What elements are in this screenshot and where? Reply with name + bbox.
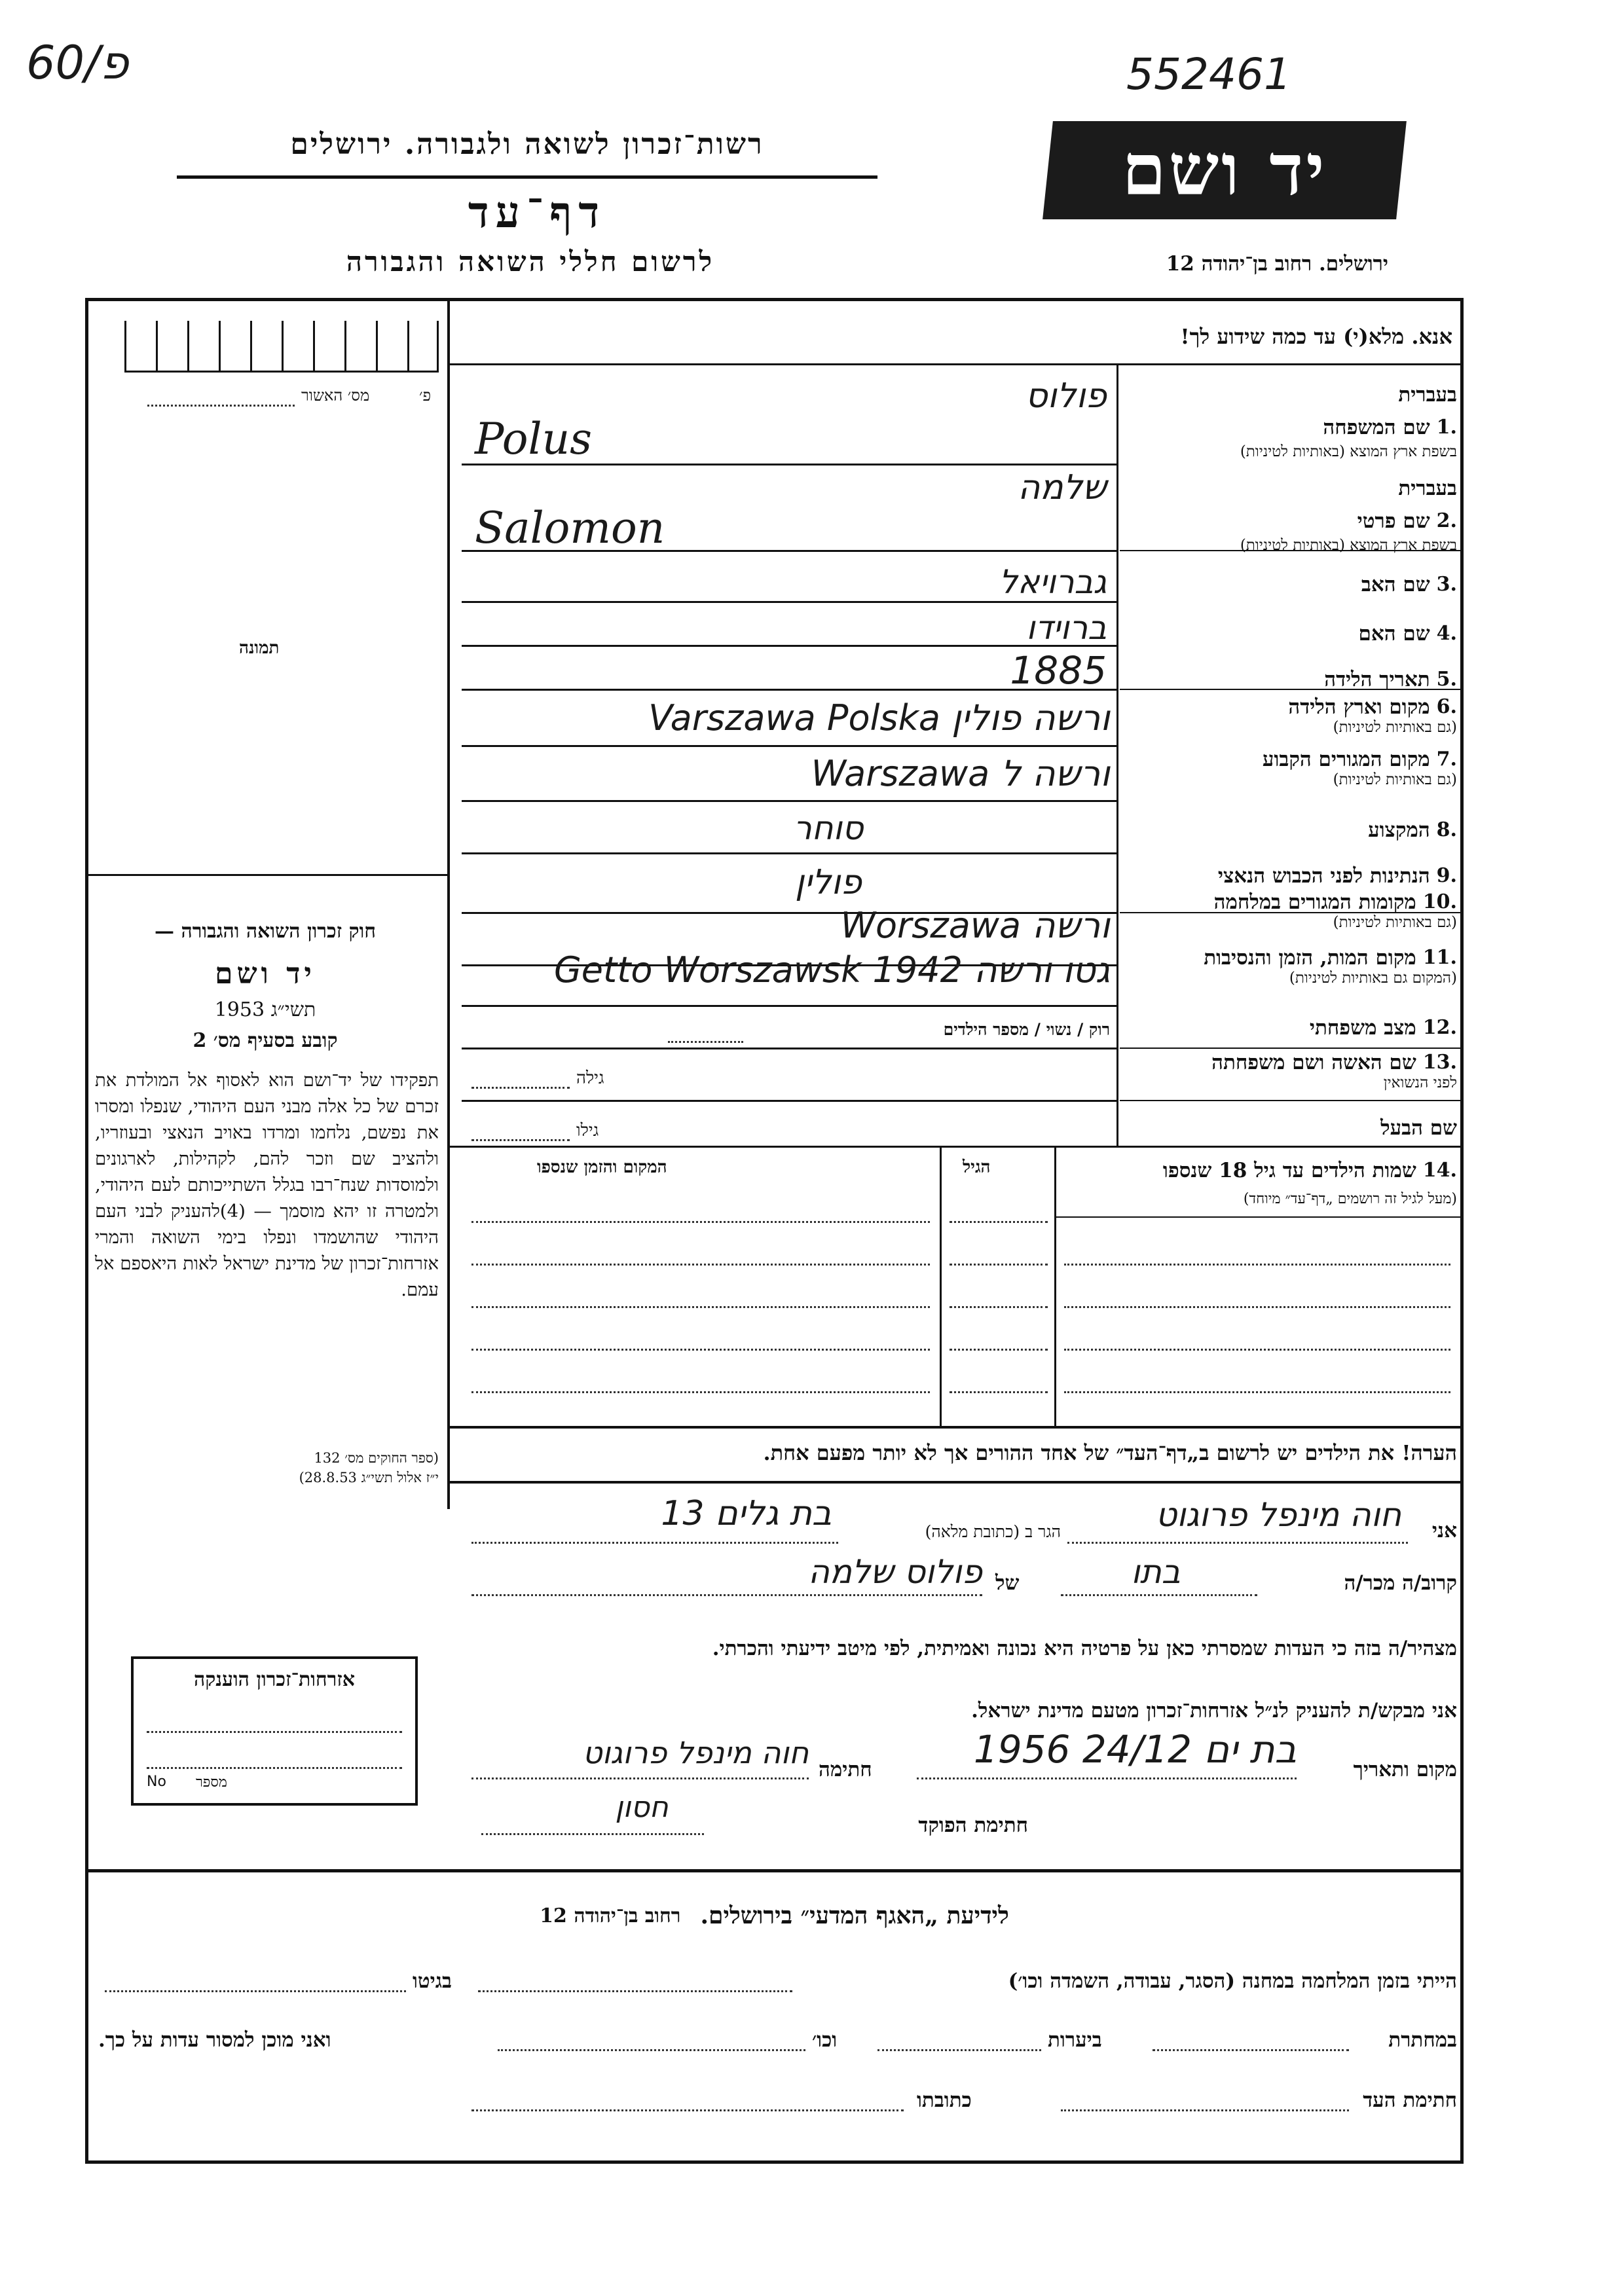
field-label-7: מקום המגורים הקבוע [1262,748,1430,771]
field-number-3: 3. [1436,573,1457,596]
footer-address: רחוב בן־יהודה 12 [540,1904,681,1927]
field-father-name [1361,573,1457,596]
field-first-name [1116,477,1457,554]
field-label-13: שם האשה ושם משפחתה [1211,1051,1416,1074]
citizenship-request: אני מבקש/ת להעניק לנ״ל אזרחות־זכרון מטעם מדינת ישראל. [971,1699,1457,1722]
wife-age-label: גילה [576,1068,604,1088]
field-sub-1: בשפת ארץ המוצא (באותיות לטיניות) [1240,443,1457,460]
field-number-2: 2. [1436,509,1457,532]
value-residence: ורשה ל Warszawa [811,753,1110,794]
children-title: שמות הילדים עד גיל 18 שנספו [1162,1159,1416,1182]
of-label: של [995,1571,1020,1595]
field-birth-date [1324,668,1457,691]
value-mother-name: ברוידו [1026,609,1107,647]
authority-name: רשות־זכרון לשואה ולגבורה. ירושלים [290,128,764,161]
field-family-name [1116,383,1457,460]
logo-text: יד ושם [1122,129,1327,211]
field-label-6: מקום וארץ הלידה [1288,695,1430,719]
value-occupation: סוחר [793,809,864,847]
yad-vashem-logo [1043,121,1407,219]
children-title-row [1163,1159,1457,1182]
field-number-4: 4. [1436,622,1457,645]
subject-name: פולוס שלמה [808,1553,982,1591]
resides-label: הגר ב (כתובת מלאה) [925,1522,1061,1541]
value-death-details: גטו ורשה 1942 Getto Worszawsk [553,949,1110,991]
value-family-name-latin: Polus [475,414,592,464]
etc-label: וכו׳ [812,2028,838,2052]
lang-hebrew-2: בעברית [1398,477,1457,500]
signature-label: חתימה [819,1758,872,1781]
instruction-text: אנא. מלא(י) עד כמה שידוע לך! [1180,324,1452,349]
footer-title-row [85,1902,1464,1929]
ghetto-label: בגיטו [413,1969,452,1993]
value-family-name-he: פולוס [1025,376,1107,416]
field-label-8: המקצוע [1368,818,1430,842]
field-wartime-residence [1116,890,1457,931]
camp-question: הייתי בזמן המלחמה במחנה (הסגר, עבודה, השמדה וכו׳) [1008,1969,1457,1993]
place-date-label: מקום ותאריך [1353,1758,1457,1781]
field-label-4: שם האם [1358,622,1430,646]
value-father-name: גברויאל [999,563,1107,601]
value-first-name-latin: Salomon [475,503,665,553]
footer-title: לידיעת „האגף המדעי״ בירושלים. [700,1902,1009,1929]
field-residence [1116,748,1457,788]
law-heading: חוק זכרון השואה והגבורה — [155,920,376,943]
record-number: 552461 [1126,49,1291,100]
archive-mark: 60/פ [26,36,129,90]
children-col-age: הגיל [963,1157,991,1177]
relation-label: קרוב/ה מכר/ה [1344,1571,1457,1595]
field-label-2: שם פרטי [1357,509,1430,533]
witness-signature-label: חתימת העד [1363,2088,1457,2112]
citizenship-box [131,1656,418,1806]
law-ref-2: י״ז אלול תשי״ג 28.8.53) [299,1470,439,1485]
law-name: יד ושם [215,957,316,991]
citizenship-number-symbol: No [147,1774,166,1790]
value-first-name-he: שלמה [1018,468,1107,507]
field-label-12: מצב משפחתי [1309,1016,1416,1040]
value-birth-date: 1885 [1010,648,1107,693]
field-husband-name: שם הבעל [1380,1116,1457,1140]
form-subtitle: לרשום חללי השואה והגבורה [346,246,715,278]
place-date-value: בת ים 24/12 1956 [973,1727,1297,1772]
ready-to-testify: ואני מוכן למסור עדות על כך. [98,2028,331,2052]
citizenship-number-label: מספר [196,1774,227,1791]
field-number-5: 5. [1436,668,1457,691]
field-nationality [1218,864,1457,888]
field-sub-10: (גם באותיות לטיניות) [1333,914,1457,931]
field-sub-6: (גם באותיות לטיניות) [1333,719,1457,736]
form-title: דף־עד [468,187,606,238]
witness-address-label: כתובתו [917,2088,972,2112]
field-marital-status [1310,1016,1457,1040]
underground-label: במחתרת [1388,2028,1457,2052]
value-birth-place: ורשה פולין Varszawa Polska [648,697,1110,738]
law-ref-1: (ספר החוקים מס׳ 132 [314,1450,439,1466]
photo-label: תמונה [239,638,280,658]
value-nationality: פולין [795,863,862,902]
field-wife-name [1116,1051,1457,1091]
field-label-3: שם האב [1361,573,1430,596]
relation-value: בתו [1131,1553,1181,1591]
husband-age-label: גילו [576,1121,599,1140]
field-death-details [1116,946,1457,987]
header-address: ירושלים. רחוב בן־יהודה 12 [1166,252,1388,276]
field-mother-name [1359,622,1458,646]
field-label-11: מקום המות, הזמן והנסיבות [1204,946,1416,970]
declarant-label: אני [1431,1519,1457,1542]
field-occupation [1368,818,1457,842]
field-number-1: 1. [1436,416,1457,439]
field-number-10: 10. [1422,890,1457,913]
officer-signature-label: חתימת הפוקד [918,1813,1028,1837]
citizenship-box-title: אזרחות־זכרון הוענקה [193,1668,356,1691]
field-label-9: הנתינות לפני הכבוש הנאצי [1217,864,1430,888]
value-wartime-residence: ורשה Worszawa [840,905,1110,946]
forests-label: ביערות [1048,2028,1102,2052]
field-birth-place [1116,695,1457,736]
field-label-10: מקומות המגורים במלחמה [1213,890,1416,914]
field-sub-11: (המקום גם באותיות לטיניות) [1289,970,1457,987]
approval-barcode-box [124,321,439,373]
approval-prefix: פ׳ [419,386,432,405]
declarant-name: חוה מינפל פרוגוט [1155,1496,1401,1534]
field-number-9: 9. [1436,864,1457,887]
declaration-statement: מצהיר/ה בזה כי העדות שמסרתי כאן על פרטיה היא נכונה ואמיתית, לפי מיטב ידיעתי והכרתי. [712,1637,1457,1660]
officer-signature: חסון [615,1791,669,1824]
field-label-1: שם המשפחה [1323,416,1430,439]
field-sub-7: (גם באותיות לטיניות) [1333,771,1457,788]
declarant-signature: חוה מינפל פרוגוט [582,1735,809,1770]
law-section: קובע בסעיף מס׳ 2 [193,1029,338,1052]
marital-options: רוק / נשוי / מספר הילדים [943,1020,1110,1039]
law-text: תפקידו של יד־ושם הוא לאסוף אל המולדת את זכרם של כל אלה מבני העם היהודי, שנפלו ומסרו את נפשם, נלחמו ומרדו באויב הנאצי ובעוזריו, ולהציב שם וזכר להם, לקהילות, לארגונים ולמוסדות שנח־רבו בגלל השתייכותם לעם היהודי, ולמטרה זו יהא מוסמך — (4)להעניק לבני העם היהודי שהושמדו ונפלו בימי השואה והמרי אזרחות־זכרון של מדינת ישראל לאות היאספם אל עמם. [95,1070,439,1300]
declarant-address: בת גלים 13 [661,1494,832,1533]
children-col-place: המקום והזמן שנספו [537,1157,667,1177]
field-number-8: 8. [1436,818,1457,841]
field-number-12: 12. [1422,1016,1457,1039]
remark-text: הערה! את הילדים יש לרשום ב„דף־העד״ של אחד ההורים אך לא יותר מפעם אחת. [763,1440,1457,1465]
approval-no-label: מס׳ האשור [301,386,370,405]
field-sub-13: לפני הנשואין [1383,1074,1457,1091]
children-note: (מעל לגיל זה רושמים „דף־עד״ מיוחד) [1243,1191,1457,1207]
field-number-13: 13. [1422,1051,1457,1074]
field-number-11: 11. [1422,946,1457,969]
field-sub-2: בשפת ארץ המוצא (באותיות לטיניות) [1240,537,1457,554]
law-year: תשי״ג 1953 [214,998,316,1021]
field-label-5: תאריך הלידה [1324,668,1430,691]
field-number-7: 7. [1436,748,1457,771]
field-number-6: 6. [1436,695,1457,718]
lang-hebrew-1: בעברית [1398,383,1457,407]
field-number-14: 14. [1422,1159,1457,1182]
